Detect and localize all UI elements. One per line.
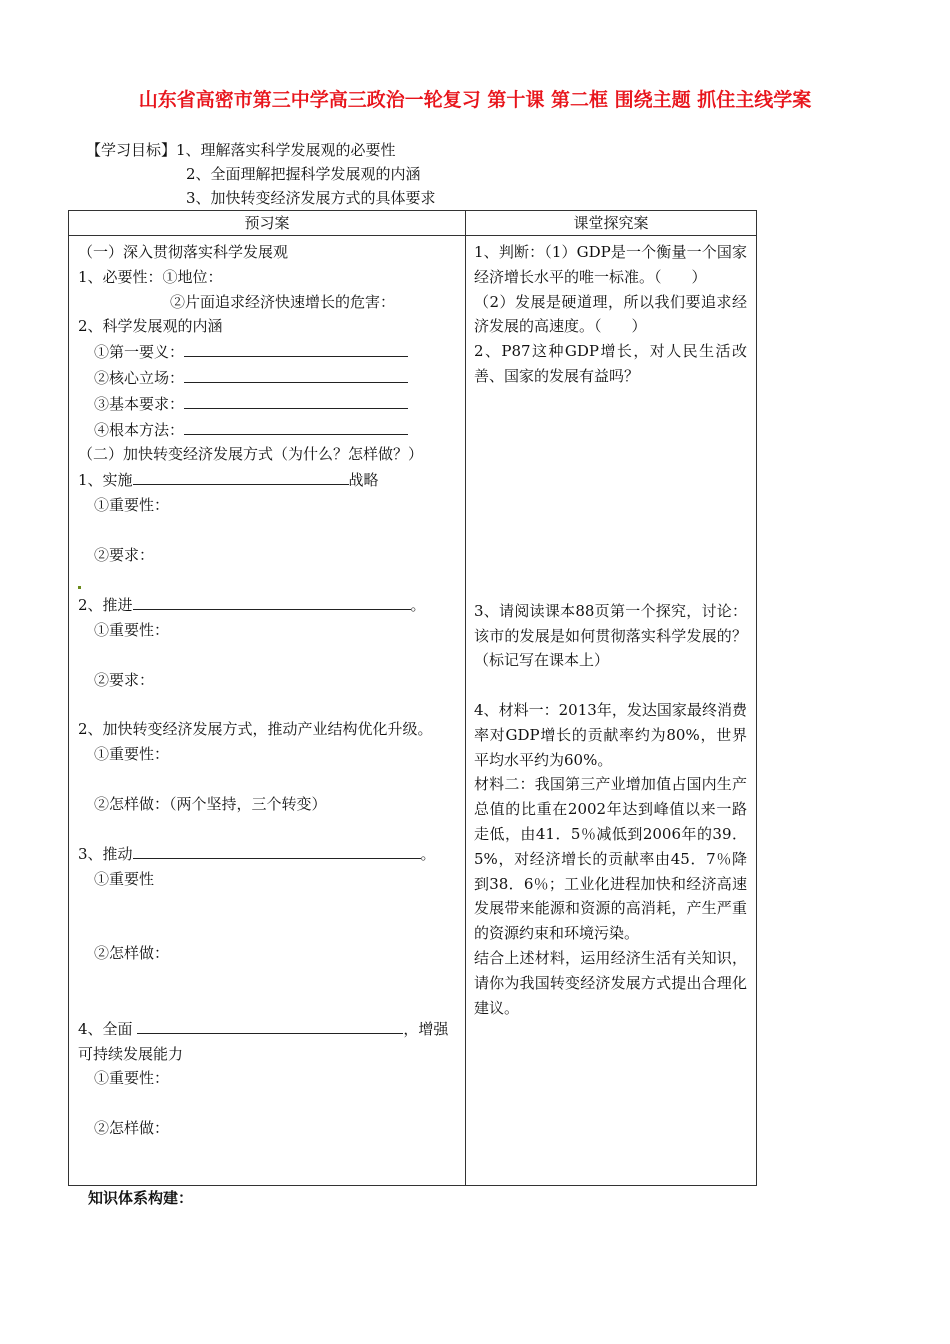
preview-header: 预习案 — [69, 211, 466, 236]
promote-blank[interactable] — [133, 592, 411, 610]
core-stance-item — [78, 365, 459, 391]
upgrade-item: 2、加快转变经济发展方式，推动产业结构优化升级。 — [78, 720, 433, 739]
worksheet-table — [68, 210, 757, 1186]
material-1: 4、材料一：2013年，发达国家最终消费率对GDP增长的贡献率约为80%，世界平均水平约为60%。 — [474, 700, 747, 769]
importance-1: ①重要性： — [94, 495, 170, 514]
suggestion-question: 结合上述材料，运用经济生活有关知识，请你为我国转变经济发展方式提出合理化建议。 — [474, 948, 747, 1017]
strategy-blank[interactable] — [133, 467, 349, 485]
first-essence-item — [78, 339, 459, 365]
how-4: ②怎样做： — [94, 944, 170, 963]
strategy-suffix: 战略 — [348, 471, 379, 490]
goal-3: 3、加快转变经济发展方式的具体要求 — [186, 189, 436, 207]
gdp-question: 2、P87这种GDP增长，对人民生活改善、国家的发展有益吗？ — [474, 342, 747, 385]
promote-prefix: 2、推进 — [78, 596, 133, 615]
strategy-prefix: 1、实施 — [78, 471, 133, 490]
goal-1: 【学习目标】1、理解落实科学发展观的必要性 — [86, 141, 396, 159]
drive-blank[interactable] — [133, 841, 421, 859]
requirement-2: ②要求： — [94, 670, 155, 689]
promote-item — [78, 592, 459, 618]
judge-q2: （2）发展是硬道理，所以我们要追求经济发展的高速度。（ ） — [474, 292, 747, 336]
harm-item: ②片面追求经济快速增长的危害： — [170, 292, 396, 311]
importance-4: ①重要性 — [94, 869, 155, 888]
requirement-1: ②要求： — [94, 545, 155, 564]
importance-2: ①重要性： — [94, 620, 170, 639]
method-blank[interactable] — [184, 417, 408, 435]
first-essence-blank[interactable] — [184, 339, 408, 357]
basic-req-item — [78, 391, 459, 417]
inquiry-header: 课堂探究案 — [466, 211, 757, 236]
connotation-item: 2、科学发展观的内涵 — [78, 317, 223, 336]
necessity-item: 1、必要性：①地位： — [78, 267, 223, 286]
sustainability-text: 可持续发展能力 — [78, 1044, 184, 1063]
inquiry-column — [466, 236, 757, 1186]
first-essence-label: ①第一要义： — [94, 343, 185, 362]
judge-q1: 1、判断：（1）GDP是一个衡量一个国家经济增长水平的唯一标准。（ ） — [474, 243, 747, 286]
method-label: ④根本方法： — [94, 420, 185, 439]
material-2: 材料二：我国第三产业增加值占国内生产总值的比重在2002年达到峰值以来一路走低，由41．5％减低到2006年的39．5%，对经济增长的贡献率由45．7％降到38．6％；工业化进程加快和经济高速发展带来能源和资源的高消耗，产生严重的资源约束和环境污染。 — [474, 775, 747, 943]
drive-prefix: 3、推动 — [78, 845, 133, 864]
section-1-title: （一）深入贯彻落实科学发展观 — [78, 243, 289, 261]
learning-goals — [86, 138, 436, 210]
how-3: ②怎样做：（两个坚持，三个转变） — [94, 794, 327, 813]
comprehensive-item — [78, 1016, 459, 1042]
page-title: 山东省高密市第三中学高三政治一轮复习 第十课 第二框 围绕主题 抓住主线学案 — [138, 89, 812, 111]
basic-req-label: ③基本要求： — [94, 394, 185, 413]
knowledge-system-heading: 知识体系构建： — [88, 1189, 194, 1207]
drive-suffix: 。 — [420, 845, 436, 864]
basic-req-blank[interactable] — [184, 391, 408, 409]
stray-mark — [78, 586, 81, 589]
comprehensive-prefix: 4、全面 — [78, 1019, 133, 1038]
explore-question: 3、请阅读课本88页第一个探究，讨论：该市的发展是如何贯彻落实科学发展的？（标记写在课本上） — [474, 601, 747, 670]
core-stance-blank[interactable] — [184, 365, 408, 383]
importance-3: ①重要性： — [94, 744, 170, 763]
importance-5: ①重要性： — [94, 1069, 170, 1088]
preview-column — [69, 236, 466, 1186]
comprehensive-suffix: ，增强 — [403, 1019, 449, 1038]
method-item — [78, 417, 459, 443]
drive-item — [78, 841, 459, 867]
core-stance-label: ②核心立场： — [94, 368, 185, 387]
goal-2: 2、全面理解把握科学发展观的内涵 — [186, 165, 421, 183]
strategy-item — [78, 467, 459, 493]
how-5: ②怎样做： — [94, 1118, 170, 1137]
promote-suffix: 。 — [410, 596, 426, 615]
section-2-title: （二）加快转变经济发展方式（为什么？怎样做？） — [78, 445, 424, 464]
comprehensive-blank[interactable] — [137, 1016, 403, 1034]
